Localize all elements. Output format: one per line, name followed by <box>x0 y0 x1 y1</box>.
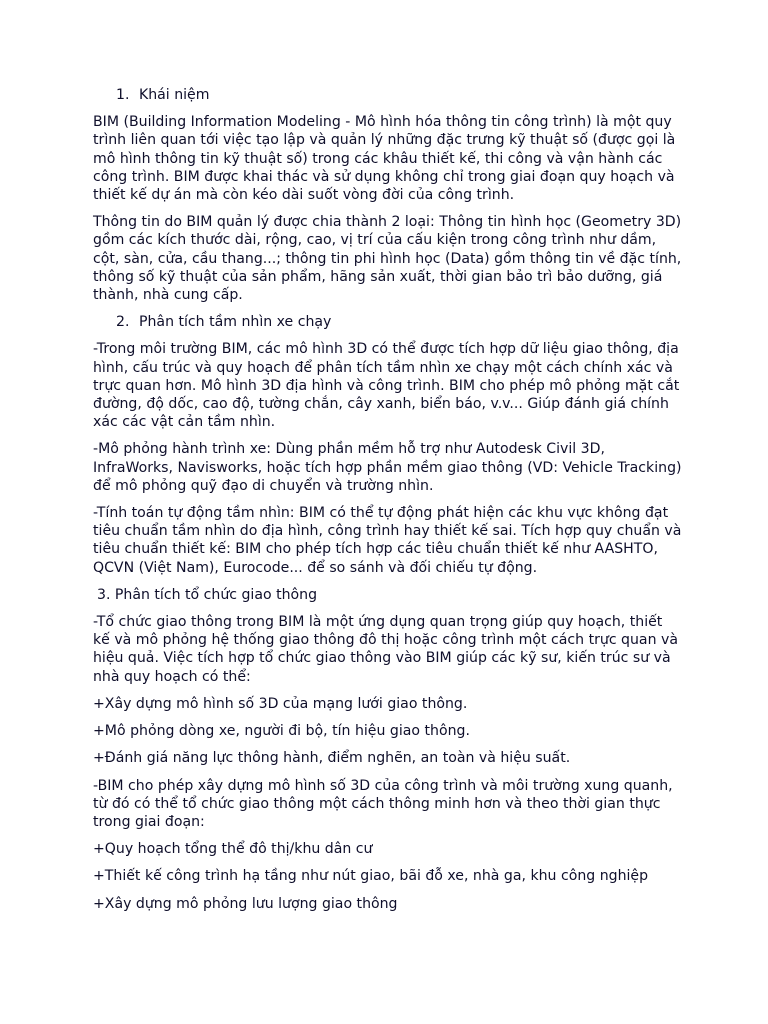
section-heading-3 <box>93 586 683 604</box>
section-heading-2 <box>93 313 683 331</box>
paragraph-bim-information-types: Thông tin do BIM quản lý được chia thành 2 loại: Thông tin hình học (Geometry 3D) gồm các kích thước dài, rộng, cao, vị trí của cấu kiện trong công trình như dầm, cột, sàn, cửa, cầu thang...; thông tin phi hình học (Data) gồm thông tin về đặc tính, thông số kỹ thuật của sản phẩm, hãng sản xuất, thời gian bảo trì bảo dưỡng, giá thành, nhà cung cấp. <box>93 214 682 304</box>
section-title-2: Phân tích tầm nhìn xe chạy <box>139 314 332 331</box>
section-heading-1 <box>93 86 683 104</box>
list-item-capacity-evaluation: +Đánh giá năng lực thông hành, điểm nghẽn, an toàn và hiệu suất. <box>93 750 571 767</box>
list-item-infrastructure-design: +Thiết kế công trình hạ tầng như nút giao, bãi đỗ xe, nhà ga, khu công nghiệp <box>93 868 649 885</box>
section-number-2: 2. <box>116 314 130 331</box>
paragraph-bim-3d-environment: -BIM cho phép xây dựng mô hình số 3D của công trình và môi trường xung quanh, từ đó có thể tổ chức giao thông một cách thông minh hơn và theo thời gian thực trong giai đoạn: <box>93 777 673 830</box>
section-title-1: Khái niệm <box>139 87 210 103</box>
paragraph-bim-definition: BIM (Building Information Modeling - Mô hình hóa thông tin công trình) là một quy trình liên quan tới việc tạo lập và quản lý những đặc trưng kỹ thuật số (được gọi là mô hình thông tin kỹ thuật số) trong các khâu thiết kế, thi công và vận hành các công trình. BIM được khai thác và sử dụng không chỉ trong giai đoạn quy hoạch và thiết kế dự án mà còn kéo dài suốt vòng đời của công trình. <box>93 114 676 204</box>
paragraph-vehicle-simulation: -Mô phỏng hành trình xe: Dùng phần mềm hỗ trợ như Autodesk Civil 3D, InfraWorks, Navisworks, hoặc tích hợp phần mềm giao thông (VD: Vehicle Tracking) để mô phỏng quỹ đạo di chuyển và trường nhìn. <box>93 441 682 494</box>
list-item-urban-planning: +Quy hoạch tổng thể đô thị/khu dân cư <box>93 841 373 858</box>
section-title-3: 3. Phân tích tổ chức giao thông <box>97 586 318 603</box>
list-item-flow-simulation: +Mô phỏng dòng xe, người đi bộ, tín hiệu giao thông. <box>93 723 470 740</box>
document-page <box>93 86 683 922</box>
section-number-1: 1. <box>116 87 130 103</box>
paragraph-traffic-organization: -Tổ chức giao thông trong BIM là một ứng dụng quan trọng giúp quy hoạch, thiết kế và mô phỏng hệ thống giao thông đô thị hoặc công trình một cách trực quan và hiệu quả. Việc tích hợp tổ chức giao thông vào BIM giúp các kỹ sư, kiến trúc sư và nhà quy hoạch có thể: <box>93 614 678 685</box>
paragraph-sight-distance-intro: -Trong môi trường BIM, các mô hình 3D có thể được tích hợp dữ liệu giao thông, địa hình, cấu trúc và quy hoạch để phân tích tầm nhìn xe chạy một cách chính xác và trực quan hơn. Mô hình 3D địa hình và công trình. BIM cho phép mô phỏng mặt cắt đường, độ dốc, cao độ, tường chắn, cây xanh, biển báo, v.v... Giúp đánh giá chính xác các vật cản tầm nhìn. <box>93 341 680 431</box>
paragraph-auto-sight-calculation: -Tính toán tự động tầm nhìn: BIM có thể tự động phát hiện các khu vực không đạt tiêu chuẩn tầm nhìn do địa hình, công trình hay thiết kế sai. Tích hợp quy chuẩn và tiêu chuẩn thiết kế: BIM cho phép tích hợp các tiêu chuẩn thiết kế như AASHTO, QCVN (Việt Nam), Eurocode... để so sánh và đối chiếu tự động. <box>93 505 682 576</box>
list-item-3d-network: +Xây dựng mô hình số 3D của mạng lưới giao thông. <box>93 695 468 712</box>
list-item-traffic-volume-simulation: +Xây dựng mô phỏng lưu lượng giao thông <box>93 895 398 912</box>
